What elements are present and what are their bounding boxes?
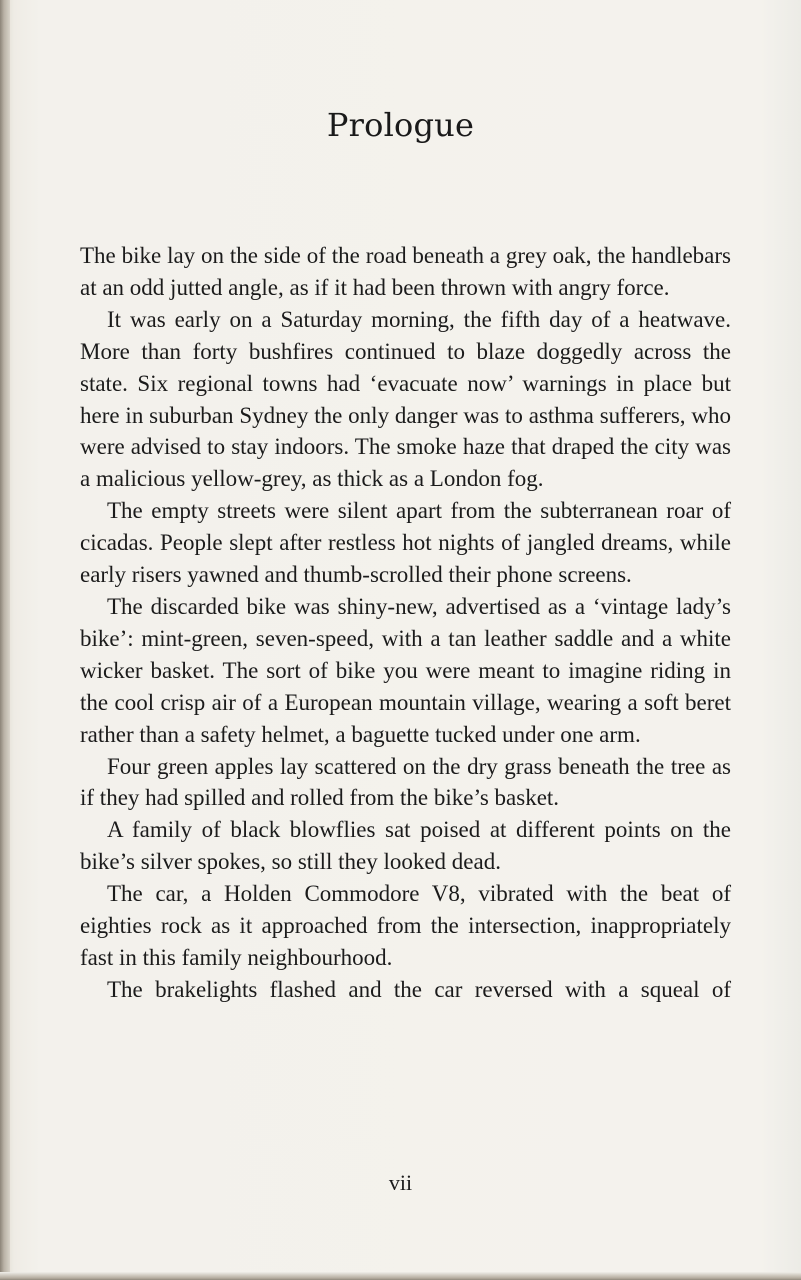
paragraph-2: It was early on a Saturday morning, the fifth day of a heatwave. More than forty bushfires continued to blaze doggedly across the state. Six regional towns had ‘evacuate now’ warnings in place but here in suburban Sydney the only danger was to asthma sufferers, who were advised to stay indoors. The smoke haze that draped the city was a malicious yellow-grey, as thick as a London fog. — [80, 306, 731, 492]
paragraph-1: The bike lay on the side of the road beneath a grey oak, the handlebars at an odd jutted angle, as if it had been thrown with angry force. — [80, 243, 731, 300]
paragraph-4: The discarded bike was shiny-new, advertised as a ‘vintage lady’s bike’: mint-green, seven-speed, with a tan leather saddle and a white wicker basket. The sort of bike you were meant to imagine riding in the cool crisp air of a European mountain village, wearing a soft beret rather than a safety helmet, a baguette tucked under one arm. — [80, 593, 731, 747]
paragraph-3: The empty streets were silent apart from the subterranean roar of cicadas. People slept after restless hot nights of jangled dreams, while early risers yawned and thumb-scrolled their phone screens. — [80, 498, 731, 588]
page-spine-edge — [0, 0, 10, 1280]
chapter-title: Prologue — [326, 106, 475, 144]
body-text — [80, 240, 731, 1006]
paragraph-8: The brakelights flashed and the car reversed with a squeal of — [107, 976, 731, 1002]
page-number: vii — [388, 1170, 413, 1195]
paragraph-5: Four green apples lay scattered on the dry grass beneath the tree as if they had spilled and rolled from the bike’s basket. — [80, 753, 731, 811]
paragraph-6: A family of black blowflies sat poised at different points on the bike’s silver spokes, so still they looked dead. — [80, 817, 731, 875]
page-bottom-edge — [0, 1272, 801, 1280]
paragraph-7: The car, a Holden Commodore V8, vibrated with the beat of eighties rock as it approached from the intersection, inappropriately fast in this family neighbourhood. — [80, 881, 731, 970]
